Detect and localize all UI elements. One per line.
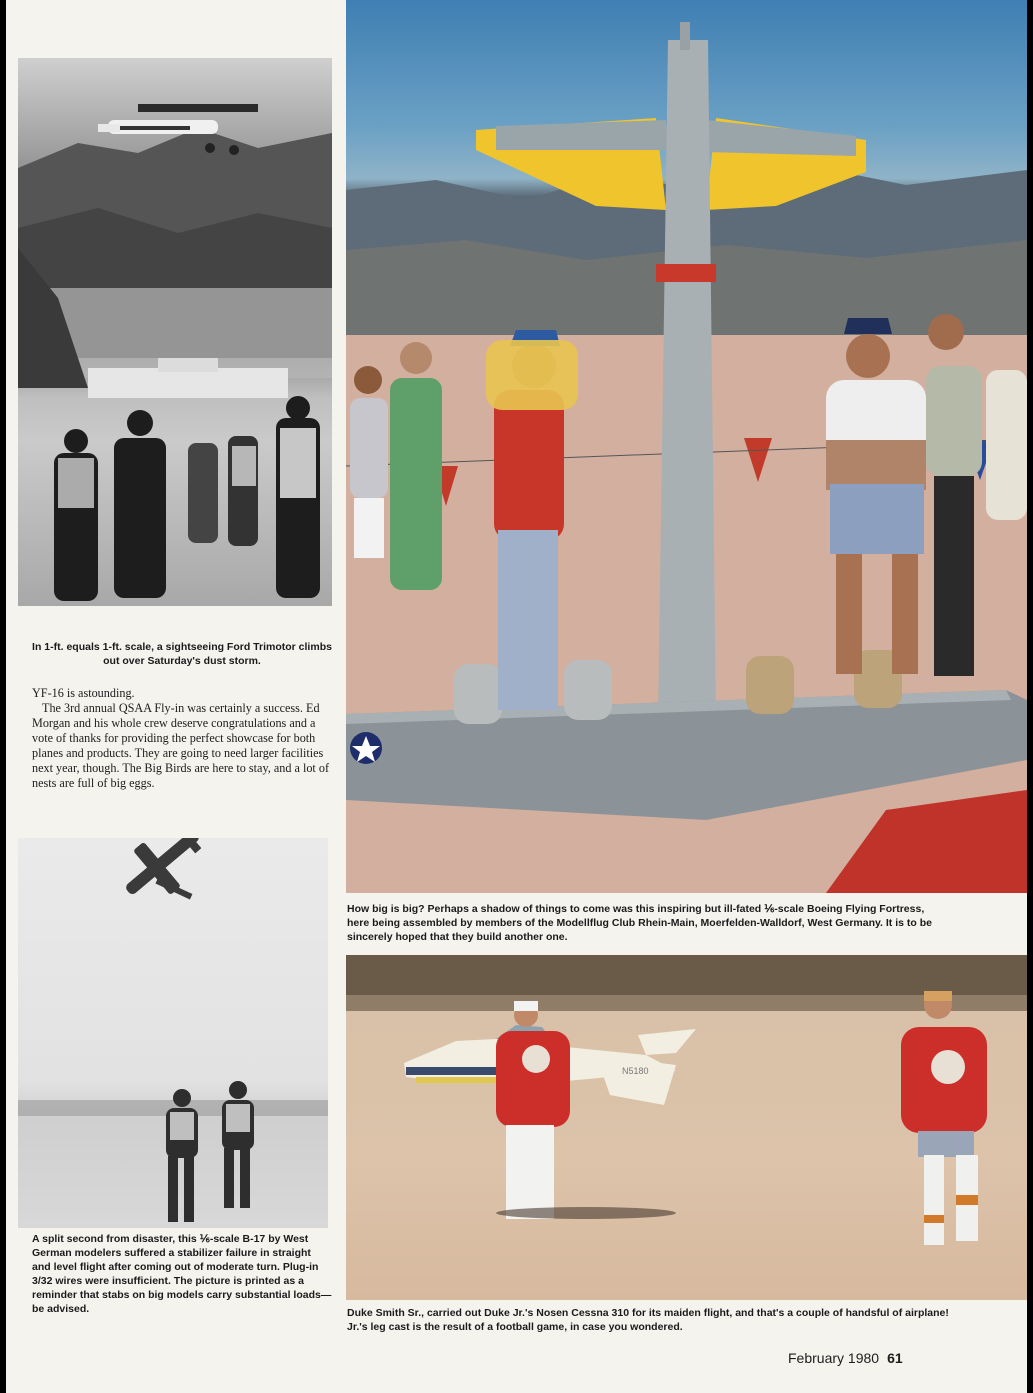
cessna-caption: Duke Smith Sr., carried out Duke Jr.'s Nosen Cessna 310 for its maiden flight, and that's a couple of handsful of airplane! Jr.'s leg cast is the result of a football game, in case you wondered. (347, 1307, 949, 1333)
page-footer (788, 1350, 903, 1366)
trimotor-crowd-photo (18, 58, 332, 606)
article-paragraph: YF-16 is astounding. (32, 686, 135, 700)
fortress-caption: How big is big? Perhaps a shadow of things to come was this inspiring but ill-fated ⅙-scale Boeing Flying Fortress, here being assembled by members of the Modellflug Club Rhein-Main, Moerfelden-Walldorf, West Germany. It is to be sincerely hoped that they build another one. (347, 903, 932, 943)
article-paragraph: The 3rd annual QSAA Fly-in was certainly a success. Ed Morgan and his whole crew deserve congratulations and a vote of thanks for providing the perfect showcase for both planes and products. They are going to need larger facilities next year, though. The Big Birds are here to stay, and a lot of nests are full of big eggs. (32, 701, 330, 790)
article-body (32, 686, 330, 791)
b17-failure-photo (18, 838, 328, 1228)
issue-date: February 1980 (788, 1350, 880, 1366)
fortress-assembly-photo (346, 0, 1027, 893)
page-number: 61 (887, 1350, 903, 1366)
trimotor-caption: In 1-ft. equals 1-ft. scale, a sightseeing Ford Trimotor climbs out over Saturday's dust storm. (32, 641, 332, 667)
b17-caption: A split second from disaster, this ⅙-scale B-17 by West German modelers suffered a stabilizer failure in straight and level flight after coming out of moderate turn. Plug-in 3/32 wires were insufficient. The picture is printed as a reminder that stabs on big models carry substantial loads—be advised. (32, 1233, 332, 1315)
cessna-carry-photo (346, 955, 1027, 1300)
aircraft-registration: N5180 (622, 1066, 649, 1076)
magazine-page (6, 0, 1027, 1393)
